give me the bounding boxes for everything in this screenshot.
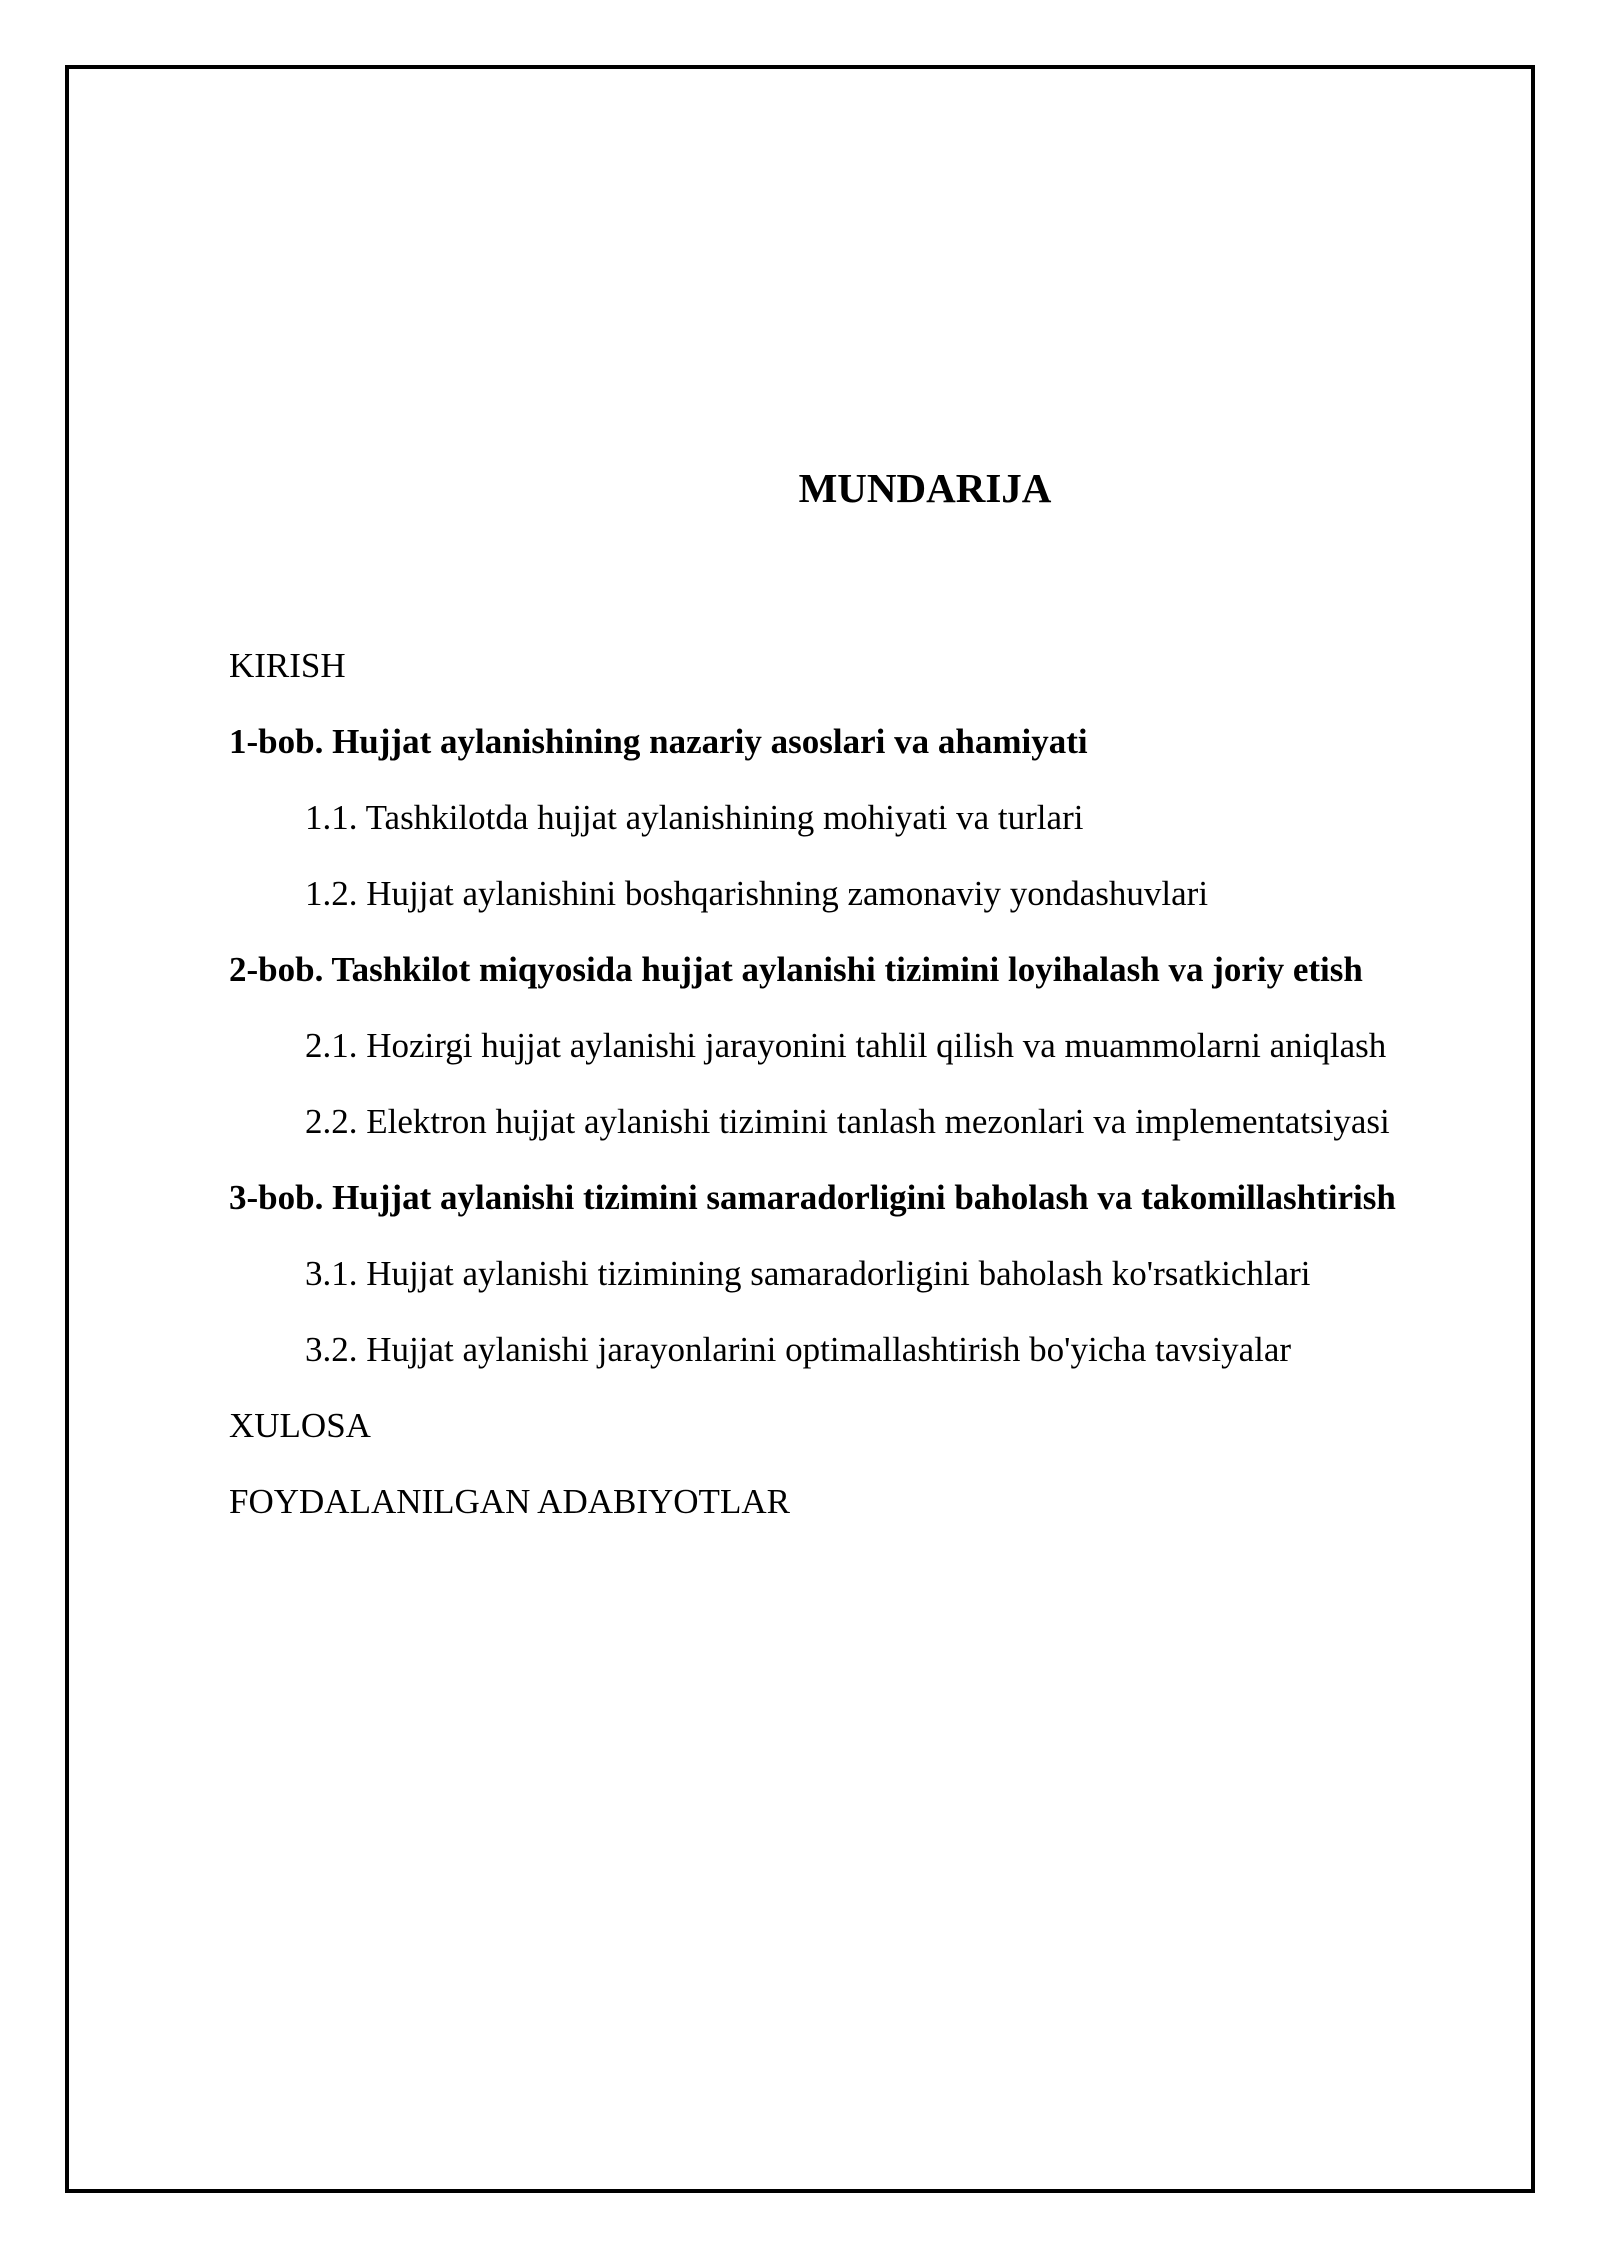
toc-section-1-2: 1.2. Hujjat aylanishini boshqarishning zamonaviy yondashuvlari: [305, 874, 1209, 913]
toc-section-3-1: 3.1. Hujjat aylanishi tizimining samaradorligini baholash ko'rsatkichlari: [305, 1254, 1311, 1293]
toc-item-conclusion: XULOSA: [229, 1406, 371, 1445]
table-of-contents: [229, 636, 1519, 1548]
toc-item-introduction: KIRISH: [229, 646, 346, 685]
toc-section-2-1: 2.1. Hozirgi hujjat aylanishi jarayonini tahlil qilish va muammolarni aniqlash: [305, 1026, 1387, 1065]
toc-section-3-2: 3.2. Hujjat aylanishi jarayonlarini optimallashtirish bo'yicha tavsiyalar: [305, 1330, 1292, 1369]
toc-chapter-1: 1-bob. Hujjat aylanishining nazariy asoslari va ahamiyati: [229, 722, 1088, 761]
toc-item-references: FOYDALANILGAN ADABIYOTLAR: [229, 1482, 790, 1521]
toc-section-2-2: 2.2. Elektron hujjat aylanishi tizimini tanlash mezonlari va implementatsiyasi: [305, 1102, 1390, 1141]
page-title: MUNDARIJA: [798, 465, 1052, 511]
toc-section-1-1: 1.1. Tashkilotda hujjat aylanishining mohiyati va turlari: [305, 798, 1084, 837]
toc-chapter-2: 2-bob. Tashkilot miqyosida hujjat aylanishi tizimini loyihalash va joriy etish: [229, 950, 1363, 989]
toc-chapter-3: 3-bob. Hujjat aylanishi tizimini samaradorligini baholash va takomillashtirish: [229, 1178, 1396, 1217]
